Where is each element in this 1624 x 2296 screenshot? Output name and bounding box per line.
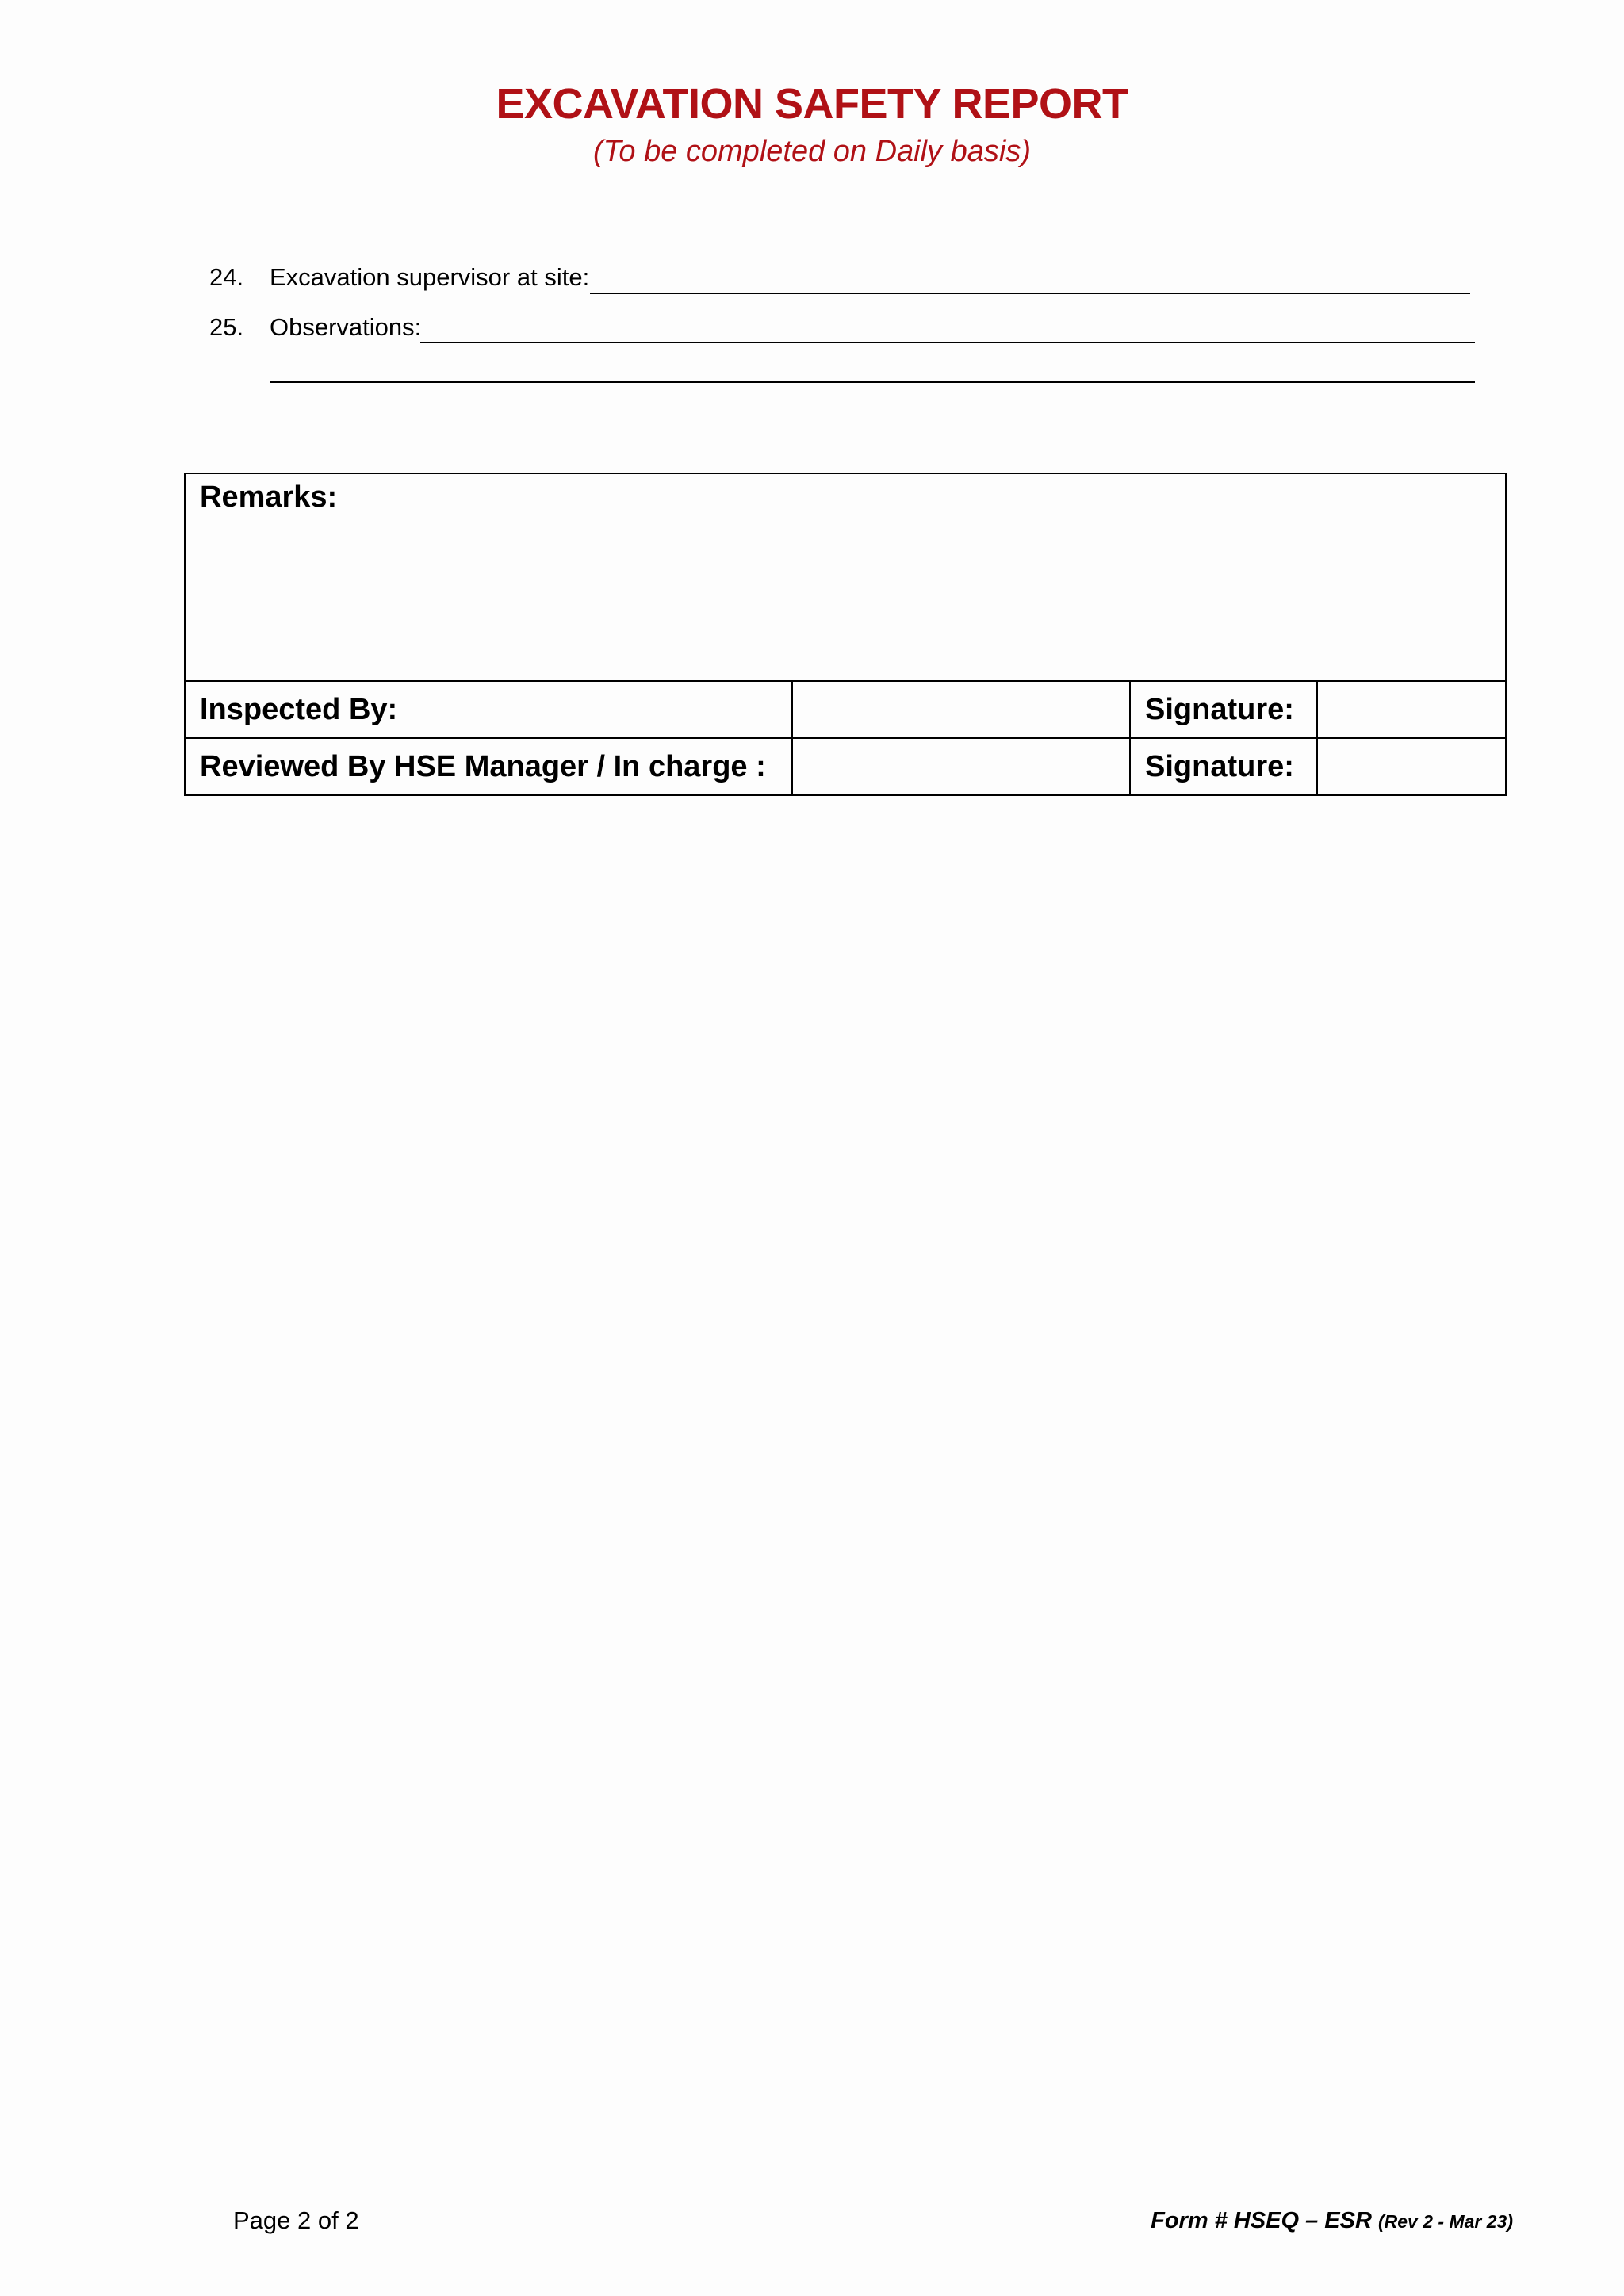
form-code-label: Form # HSEQ – ESR bbox=[1151, 2208, 1372, 2233]
reviewed-by-field[interactable] bbox=[792, 738, 1130, 795]
remarks-label: Remarks: bbox=[200, 480, 338, 514]
inspected-by-field[interactable] bbox=[792, 681, 1130, 738]
supervisor-fill-line[interactable] bbox=[590, 293, 1470, 294]
remarks-cell[interactable] bbox=[185, 473, 1506, 681]
item-number: 24. bbox=[209, 263, 244, 291]
item-number: 25. bbox=[209, 313, 244, 341]
reviewed-by-label: Reviewed By HSE Manager / In charge : bbox=[185, 738, 792, 795]
form-code bbox=[1151, 2208, 1513, 2234]
reviewer-signature-label: Signature: bbox=[1130, 738, 1317, 795]
signoff-table bbox=[184, 473, 1507, 796]
inspector-signature-field[interactable] bbox=[1317, 681, 1506, 738]
observations-fill-line[interactable] bbox=[420, 342, 1475, 343]
reviewer-signature-field[interactable] bbox=[1317, 738, 1506, 795]
report-title: EXCAVATION SAFETY REPORT bbox=[496, 80, 1128, 128]
item-label: Excavation supervisor at site: bbox=[270, 263, 590, 291]
inspected-by-label: Inspected By: bbox=[185, 681, 792, 738]
page-number: Page 2 of 2 bbox=[233, 2206, 359, 2234]
form-revision: (Rev 2 - Mar 23) bbox=[1377, 2211, 1513, 2232]
item-label: Observations: bbox=[270, 313, 422, 341]
inspector-signature-label: Signature: bbox=[1130, 681, 1317, 738]
report-subtitle: (To be completed on Daily basis) bbox=[593, 135, 1031, 168]
observations-fill-line-2[interactable] bbox=[270, 381, 1475, 383]
